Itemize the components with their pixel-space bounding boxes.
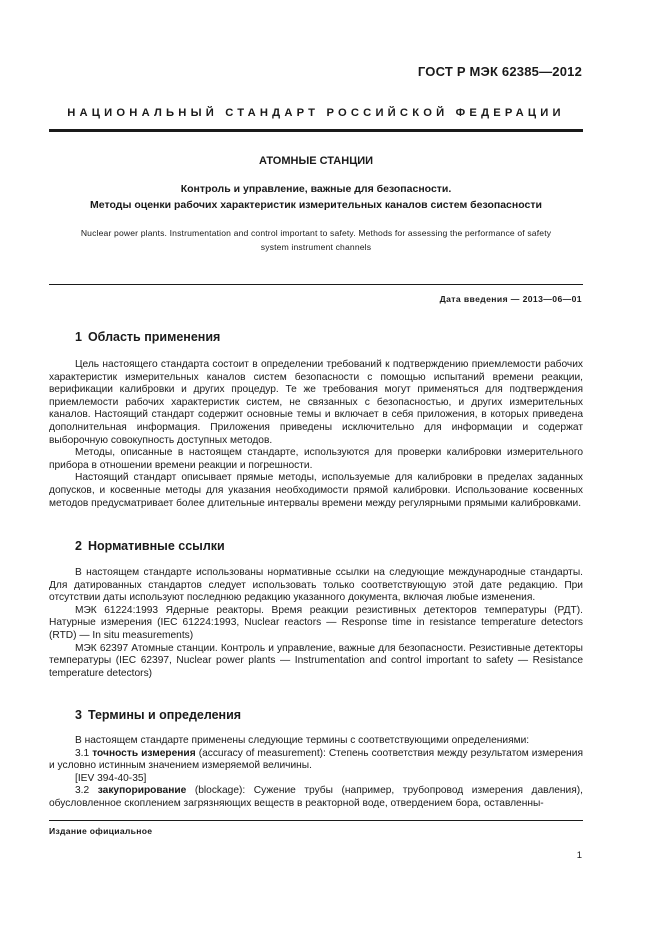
- title-english-line-2: system instrument channels: [260, 242, 372, 252]
- section-number: 1: [75, 330, 82, 344]
- section-title: Термины и определения: [87, 708, 242, 722]
- section-2-body: [49, 567, 583, 680]
- paragraph: Методы, описанные в настоящем стандарте, используются для проверки калибровки измерительного прибора в отношении времени реакции и погрешности.: [49, 447, 583, 471]
- section-title: Нормативные ссылки: [87, 539, 225, 553]
- term-definition-text: (blockage): Сужение трубы (например, трубопровод измерения давления), обусловленное скоплением загрязняющих веществ в реакторной воде, отвердением бора, оставленны-: [49, 785, 583, 809]
- term: закупорирование: [97, 785, 187, 797]
- term-definition: [49, 785, 583, 810]
- section-number: 3: [75, 708, 82, 722]
- section-1-body: [49, 359, 583, 510]
- term: точность измерения: [92, 747, 196, 759]
- introduction-date: Дата введения — 2013—06—01: [439, 294, 582, 304]
- section-3-body: [49, 735, 583, 811]
- term-number: 3.1: [75, 747, 90, 759]
- section-heading: [75, 708, 241, 722]
- term-number: 3.2: [75, 785, 90, 797]
- section-heading: [75, 330, 220, 344]
- header-rule: [49, 129, 583, 132]
- national-standard-banner: НАЦИОНАЛЬНЫЙ СТАНДАРТ РОССИЙСКОЙ ФЕДЕРАЦИИ: [67, 107, 565, 119]
- footer-rule: [49, 820, 583, 821]
- title-rule: [49, 284, 583, 285]
- document-code: ГОСТ Р МЭК 62385—2012: [417, 64, 582, 79]
- term-definition-text: (accuracy of measurement): Степень соответствия между результатом измерения и условно истинным значением измеряемой величины.: [49, 747, 583, 772]
- title-main: АТОМНЫЕ СТАНЦИИ: [258, 155, 374, 167]
- title-subtitle-line-2: Методы оценки рабочих характеристик измерительных каналов систем безопасности: [90, 199, 542, 211]
- term-definition: [49, 748, 583, 773]
- section-title: Область применения: [87, 330, 221, 344]
- title-english-line-1: Nuclear power plants. Instrumentation and control important to safety. Methods for assessing the performance of safety: [80, 228, 552, 238]
- paragraph: Настоящий стандарт описывает прямые методы, используемые для калибровки в пределах заданных допусков, и косвенные методы для указания необходимости прямой калибровки. Использование косвенных методов предусматривает более длительные интервалы времени между регулярными прямыми калибровками.: [49, 472, 583, 509]
- section-heading: [75, 539, 225, 553]
- page-number: 1: [576, 850, 582, 861]
- title-subtitle-line-1: Контроль и управление, важные для безопасности.: [180, 183, 452, 195]
- edition-label: Издание официальное: [49, 826, 153, 836]
- term-reference: [IEV 394-40-35]: [75, 772, 147, 784]
- reference-item: МЭК 61224:1993 Ядерные реакторы. Время реакции резистивных детекторов температуры (РДТ). Натурные измерения (IEC 61224:1993, Nuclear reactors — Response time in resistance temperature detectors (RTD) — In situ measurements): [49, 604, 583, 641]
- reference-item: МЭК 62397 Атомные станции. Контроль и управление, важные для безопасности. Резистивные детекторы температуры (IEC 62397, Nuclear power plants — Instrumentation and control important to safety — Resistance temperature detectors): [49, 642, 583, 679]
- paragraph: Цель настоящего стандарта состоит в определении требований к подтверждению приемлемости рабочих характеристик измерительных каналов систем безопасности с помощью испытаний времени реакции, верификации калибровки и других процедур. Те же требования могут применяться для подтверждения приемлемости рабочих характеристик систем, не связанных с безопасностью, и других измерительных каналов. Настоящий стандарт содержит основные темы и включает в себя приложения, в которых приведена дополнительная информация. Приложения приведены исключительно для информации и содержат выборочную совокупность доступных методов.: [49, 359, 583, 446]
- section-number: 2: [75, 539, 82, 553]
- paragraph: В настоящем стандарте применены следующие термины с соответствующими определениями:: [75, 735, 530, 746]
- paragraph: В настоящем стандарте использованы нормативные ссылки на следующие международные стандарты. Для датированных стандартов следует использовать только соответствующую этой дате редакцию. При отсутствии даты используют последнюю редакцию указанного документа, включая любые изменения.: [49, 567, 583, 604]
- title-english: [49, 226, 583, 254]
